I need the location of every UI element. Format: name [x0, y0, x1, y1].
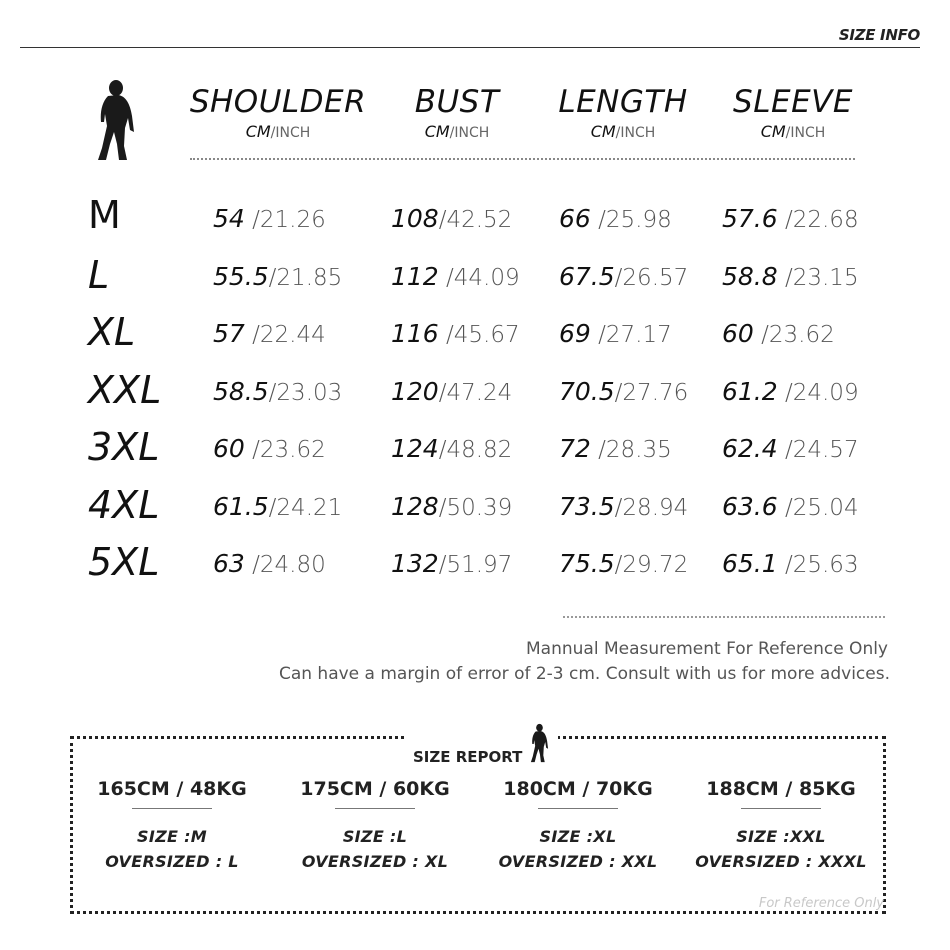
cm-value: 60 [213, 434, 245, 463]
cm-value: 116 [391, 319, 439, 348]
size-label-3xl: 3XL [88, 425, 160, 469]
size-label-l: L [88, 253, 110, 297]
reference-only-note: For Reference Only [758, 896, 884, 911]
cm-value: 62.4 [722, 434, 778, 463]
cell-shoulder [213, 264, 342, 290]
cm-value: 63.6 [722, 492, 778, 521]
cm-value: 75.5 [559, 549, 615, 578]
column-unit [188, 122, 368, 141]
inch-value: /25.98 [598, 207, 672, 233]
unit-inch: /INCH [449, 125, 490, 141]
report-item [686, 778, 876, 871]
cm-value: 61.5 [213, 492, 269, 521]
cell-bust [391, 551, 512, 577]
cm-value: 55.5 [213, 262, 269, 291]
column-name: SHOULDER [189, 84, 367, 120]
report-item [77, 778, 267, 871]
report-item [483, 778, 673, 871]
inch-value: /27.76 [614, 380, 689, 406]
silhouette-figure-icon [528, 720, 550, 766]
cell-length [559, 551, 688, 577]
cell-sleeve [722, 494, 859, 520]
inch-value: /48.82 [438, 437, 513, 463]
cell-shoulder [213, 494, 342, 520]
cell-shoulder [213, 206, 326, 232]
inch-value: /22.44 [252, 322, 326, 348]
inch-value: /23.62 [761, 322, 835, 348]
inch-value: /24.21 [268, 495, 343, 521]
cell-sleeve [722, 206, 859, 232]
inch-value: /25.63 [784, 552, 859, 578]
cm-value: 60 [722, 319, 754, 348]
notes-dotted-divider [563, 616, 885, 618]
unit-cm: CM [245, 122, 271, 141]
header-dotted-divider [190, 158, 855, 160]
cell-bust [391, 321, 520, 347]
column-header-sleeve [718, 84, 868, 141]
cell-length [559, 321, 672, 347]
unit-cm: CM [760, 122, 786, 141]
inch-value: /22.68 [784, 207, 859, 233]
cm-value: 72 [559, 434, 591, 463]
inch-value: /29.72 [614, 552, 689, 578]
cm-value: 69 [559, 319, 591, 348]
column-name: BUST [414, 84, 500, 120]
size-label-xxl: XXL [88, 368, 162, 412]
inch-value: /50.39 [438, 495, 513, 521]
size-report-title: SIZE REPORT [413, 748, 523, 766]
report-item-divider [132, 808, 212, 809]
inch-value: /21.26 [252, 207, 326, 233]
note-margin-error: Can have a margin of error of 2-3 cm. Consult with us for more advices. [278, 664, 890, 684]
unit-inch: /INCH [270, 125, 311, 141]
report-size: SIZE :XL [539, 827, 617, 846]
report-body-measure: 175CM / 60KG [300, 778, 450, 800]
cell-length [559, 379, 688, 405]
cm-value: 58.8 [722, 262, 778, 291]
column-name: LENGTH [558, 84, 688, 120]
cm-value: 132 [391, 549, 439, 578]
unit-inch: /INCH [785, 125, 826, 141]
column-unit [382, 122, 532, 141]
column-header-bust [382, 84, 532, 141]
cell-length [559, 494, 688, 520]
inch-value: /28.35 [598, 437, 672, 463]
size-label-xl: XL [88, 310, 136, 354]
column-header-shoulder [188, 84, 368, 141]
size-label-m: M [88, 193, 121, 237]
cell-bust [391, 264, 520, 290]
inch-value: /24.80 [252, 552, 326, 578]
cell-shoulder [213, 379, 342, 405]
report-body-measure: 188CM / 85KG [706, 778, 856, 800]
report-item [280, 778, 470, 871]
size-label-4xl: 4XL [88, 483, 160, 527]
unit-inch: /INCH [615, 125, 656, 141]
report-oversized: OVERSIZED : XXL [498, 852, 658, 871]
inch-value: /26.57 [614, 265, 689, 291]
inch-value: /44.09 [446, 265, 520, 291]
inch-value: /51.97 [438, 552, 513, 578]
inch-value: /45.67 [446, 322, 520, 348]
report-item-divider [538, 808, 618, 809]
report-size: SIZE :XXL [736, 827, 826, 846]
cell-bust [391, 436, 512, 462]
cm-value: 112 [391, 262, 439, 291]
cm-value: 70.5 [559, 377, 615, 406]
report-body-measure: 165CM / 48KG [97, 778, 247, 800]
cell-sleeve [722, 379, 859, 405]
inch-value: /21.85 [268, 265, 343, 291]
cell-length [559, 264, 688, 290]
report-item-divider [741, 808, 821, 809]
inch-value: /23.62 [252, 437, 326, 463]
cm-value: 63 [213, 549, 245, 578]
cell-sleeve [722, 436, 859, 462]
report-size: SIZE :M [137, 827, 207, 846]
inch-value: /24.57 [784, 437, 859, 463]
cm-value: 57 [213, 319, 245, 348]
inch-value: /24.09 [784, 380, 859, 406]
cell-length [559, 436, 672, 462]
inch-value: /23.15 [784, 265, 859, 291]
note-measurement: Mannual Measurement For Reference Only [526, 639, 888, 659]
cell-shoulder [213, 436, 326, 462]
size-label-5xl: 5XL [88, 540, 160, 584]
inch-value: /28.94 [614, 495, 689, 521]
cm-value: 120 [391, 377, 439, 406]
inch-value: /25.04 [784, 495, 859, 521]
cell-sleeve [722, 321, 835, 347]
cm-value: 124 [391, 434, 439, 463]
report-body-measure: 180CM / 70KG [503, 778, 653, 800]
report-size: SIZE :L [342, 827, 408, 846]
cm-value: 67.5 [559, 262, 615, 291]
cell-bust [391, 379, 512, 405]
cell-length [559, 206, 672, 232]
inch-value: /27.17 [598, 322, 672, 348]
cell-sleeve [722, 264, 859, 290]
cm-value: 61.2 [722, 377, 778, 406]
inch-value: /42.52 [438, 207, 513, 233]
size-report-header [405, 720, 558, 766]
silhouette-figure-icon [92, 78, 138, 162]
report-oversized: OVERSIZED : XXXL [695, 852, 867, 871]
cell-bust [391, 494, 512, 520]
cell-shoulder [213, 551, 326, 577]
column-name: SLEEVE [733, 84, 853, 120]
cell-shoulder [213, 321, 326, 347]
inch-value: /47.24 [438, 380, 513, 406]
cm-value: 108 [391, 204, 439, 233]
cm-value: 58.5 [213, 377, 269, 406]
report-oversized: OVERSIZED : L [105, 852, 239, 871]
report-item-divider [335, 808, 415, 809]
cell-bust [391, 206, 512, 232]
header-divider [20, 47, 920, 48]
inch-value: /23.03 [268, 380, 343, 406]
column-unit [718, 122, 868, 141]
cm-value: 128 [391, 492, 439, 521]
report-oversized: OVERSIZED : XL [301, 852, 449, 871]
column-unit [548, 122, 698, 141]
cm-value: 65.1 [722, 549, 778, 578]
unit-cm: CM [424, 122, 450, 141]
cm-value: 54 [213, 204, 245, 233]
size-info-title: SIZE INFO [838, 26, 920, 44]
cell-sleeve [722, 551, 859, 577]
unit-cm: CM [590, 122, 616, 141]
cm-value: 66 [559, 204, 591, 233]
cm-value: 73.5 [559, 492, 615, 521]
column-header-length [548, 84, 698, 141]
cm-value: 57.6 [722, 204, 778, 233]
